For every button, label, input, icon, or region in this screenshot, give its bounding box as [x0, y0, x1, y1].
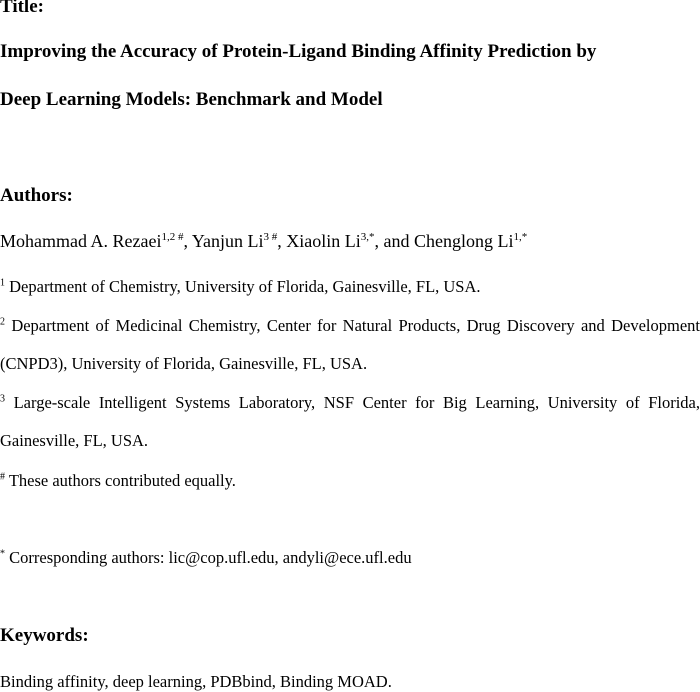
author-separator: , and: [374, 231, 414, 251]
corresponding-authors-note: [0, 548, 412, 568]
authors-label: Authors:: [0, 185, 73, 206]
affiliation-text: Large-scale Intelligent Systems Laboratory, NSF Center for Big Learning, University of Florida,: [13, 393, 700, 412]
corresponding-authors-text: Corresponding authors: lic@cop.ufl.edu, andyli@ece.ufl.edu: [9, 548, 412, 567]
footnote-marker: #: [0, 471, 5, 483]
author-name: Mohammad A. Rezaei: [0, 231, 162, 251]
affiliation-3-line-2: Gainesville, FL, USA.: [0, 431, 149, 450]
author-name: Chenglong Li: [414, 231, 514, 251]
affiliation-text: Department of Chemistry, University of Florida, Gainesville, FL, USA.: [9, 277, 481, 296]
affiliation-3-line-1: [0, 393, 700, 413]
affiliation-marker: 2: [0, 316, 5, 328]
title-label: Title:: [0, 0, 44, 17]
affiliation-2-line-2: (CNPD3), University of Florida, Gainesville, FL, USA.: [0, 354, 368, 373]
equal-contribution-text: These authors contributed equally.: [8, 471, 236, 490]
affiliation-2-line-1: [0, 316, 700, 336]
affiliation-1: [0, 277, 481, 297]
author-affiliation-marker: 3,*: [360, 231, 375, 243]
author-name: Yanjun Li: [191, 231, 264, 251]
author-affiliation-marker: 1,*: [513, 231, 528, 243]
author-affiliation-marker: 1,2 #: [161, 231, 184, 243]
author-name: Xiaolin Li: [286, 231, 361, 251]
keywords-list: Binding affinity, deep learning, PDBbind, Binding MOAD.: [0, 672, 392, 691]
author-separator: ,: [277, 231, 287, 251]
affiliation-marker: 1: [0, 277, 5, 289]
author-affiliation-marker: 3 #: [263, 231, 278, 243]
title-line-1: Improving the Accuracy of Protein-Ligand Binding Affinity Prediction by: [0, 41, 597, 62]
keywords-label: Keywords:: [0, 625, 89, 646]
affiliation-text: Department of Medicinal Chemistry, Center for Natural Products, Drug Discovery and Development: [11, 316, 700, 335]
equal-contribution-note: [0, 471, 236, 491]
author-list: [0, 231, 527, 252]
affiliation-marker: 3: [0, 393, 5, 405]
author-separator: ,: [183, 231, 192, 251]
title-line-2: Deep Learning Models: Benchmark and Model: [0, 89, 383, 110]
footnote-marker: *: [0, 548, 5, 560]
